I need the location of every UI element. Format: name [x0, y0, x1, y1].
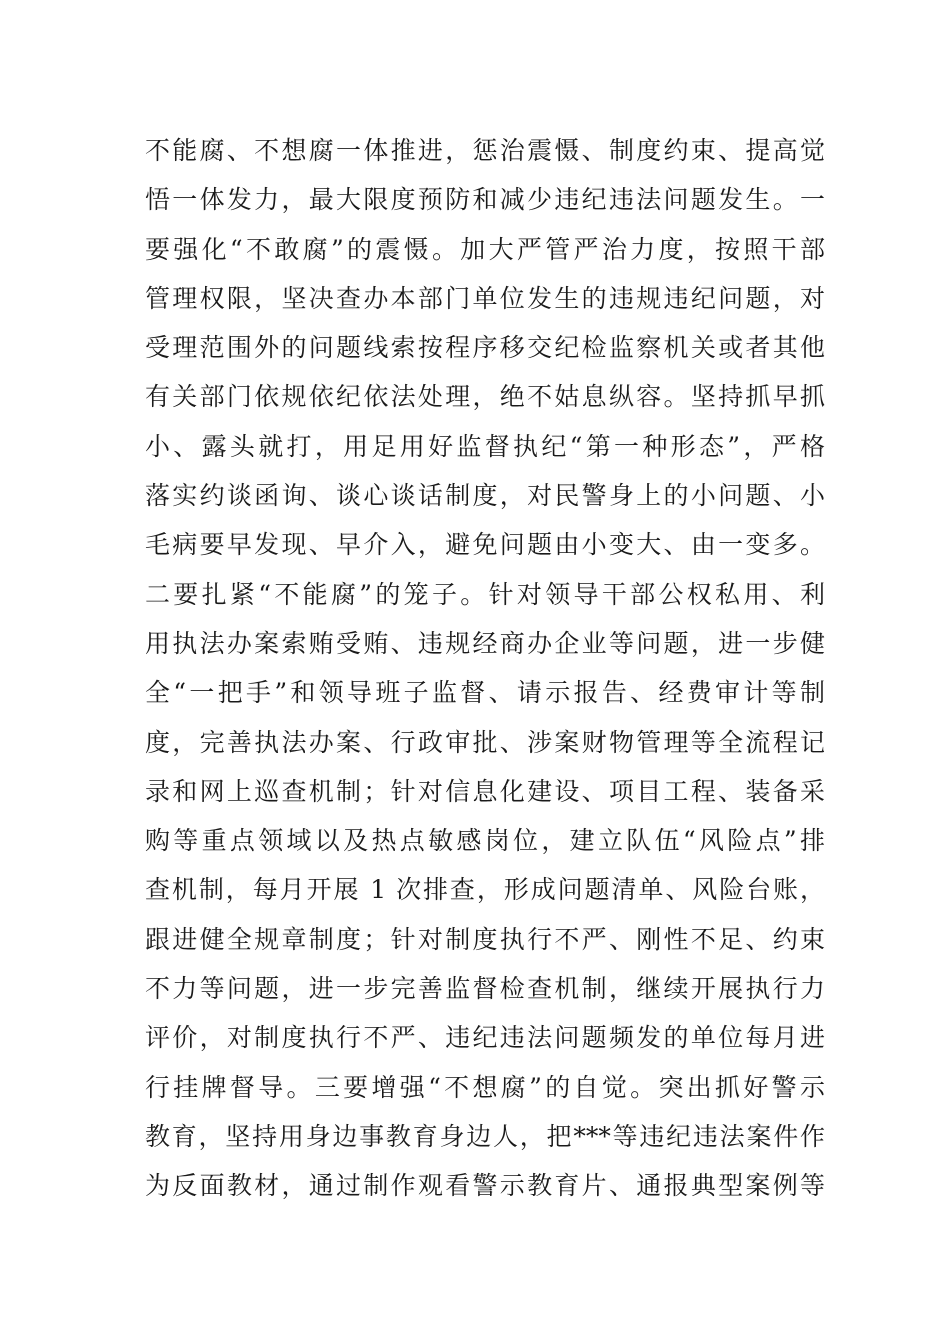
- text-line-8: 落实约谈函询、谈心谈话制度，对民警身上的小问题、小: [145, 481, 825, 511]
- text-line-2: 悟一体发力，最大限度预防和减少违纪违法问题发生。一: [145, 185, 825, 215]
- text-line-21: 教育，坚持用身边事教育身边人，把***等违纪违法案件作: [145, 1121, 825, 1151]
- text-line-15: 购等重点领域以及热点敏感岗位，建立队伍“风险点”排: [145, 826, 825, 856]
- text-line-12: 全“一把手”和领导班子监督、请示报告、经费审计等制: [145, 678, 825, 708]
- text-line-5: 受理范围外的问题线索按程序移交纪检监察机关或者其他: [145, 333, 825, 363]
- text-line-9: 毛病要早发现、早介入，避免问题由小变大、由一变多。: [145, 530, 825, 560]
- text-line-14: 录和网上巡查机制；针对信息化建设、项目工程、装备采: [145, 776, 825, 806]
- text-line-20: 行挂牌督导。三要增强“不想腐”的自觉。突出抓好警示: [145, 1072, 825, 1102]
- text-line-16: 查机制，每月开展 1 次排查，形成问题清单、风险台账，: [145, 875, 825, 905]
- text-line-11: 用执法办案索贿受贿、违规经商办企业等问题，进一步健: [145, 628, 825, 658]
- text-line-22: 为反面教材，通过制作观看警示教育片、通报典型案例等: [145, 1171, 825, 1201]
- text-line-1: 不能腐、不想腐一体推进，惩治震慑、制度约束、提高觉: [145, 136, 825, 165]
- body-paragraph: [145, 126, 825, 1211]
- text-line-7: 小、露头就打，用足用好监督执纪“第一种形态”，严格: [145, 431, 825, 461]
- text-line-13: 度，完善执法办案、行政审批、涉案财物管理等全流程记: [145, 727, 825, 757]
- text-line-10: 二要扎紧“不能腐”的笼子。针对领导干部公权私用、利: [145, 579, 825, 609]
- text-line-6: 有关部门依规依纪依法处理，绝不姑息纵容。坚持抓早抓: [145, 382, 825, 412]
- text-line-19: 评价，对制度执行不严、违纪违法问题频发的单位每月进: [145, 1023, 825, 1053]
- text-line-18: 不力等问题，进一步完善监督检查机制，继续开展执行力: [145, 974, 825, 1004]
- text-line-17: 跟进健全规章制度；针对制度执行不严、刚性不足、约束: [145, 924, 825, 954]
- text-line-3: 要强化“不敢腐”的震慑。加大严管严治力度，按照干部: [145, 234, 825, 264]
- text-line-4: 管理权限，坚决查办本部门单位发生的违规违纪问题，对: [145, 283, 825, 313]
